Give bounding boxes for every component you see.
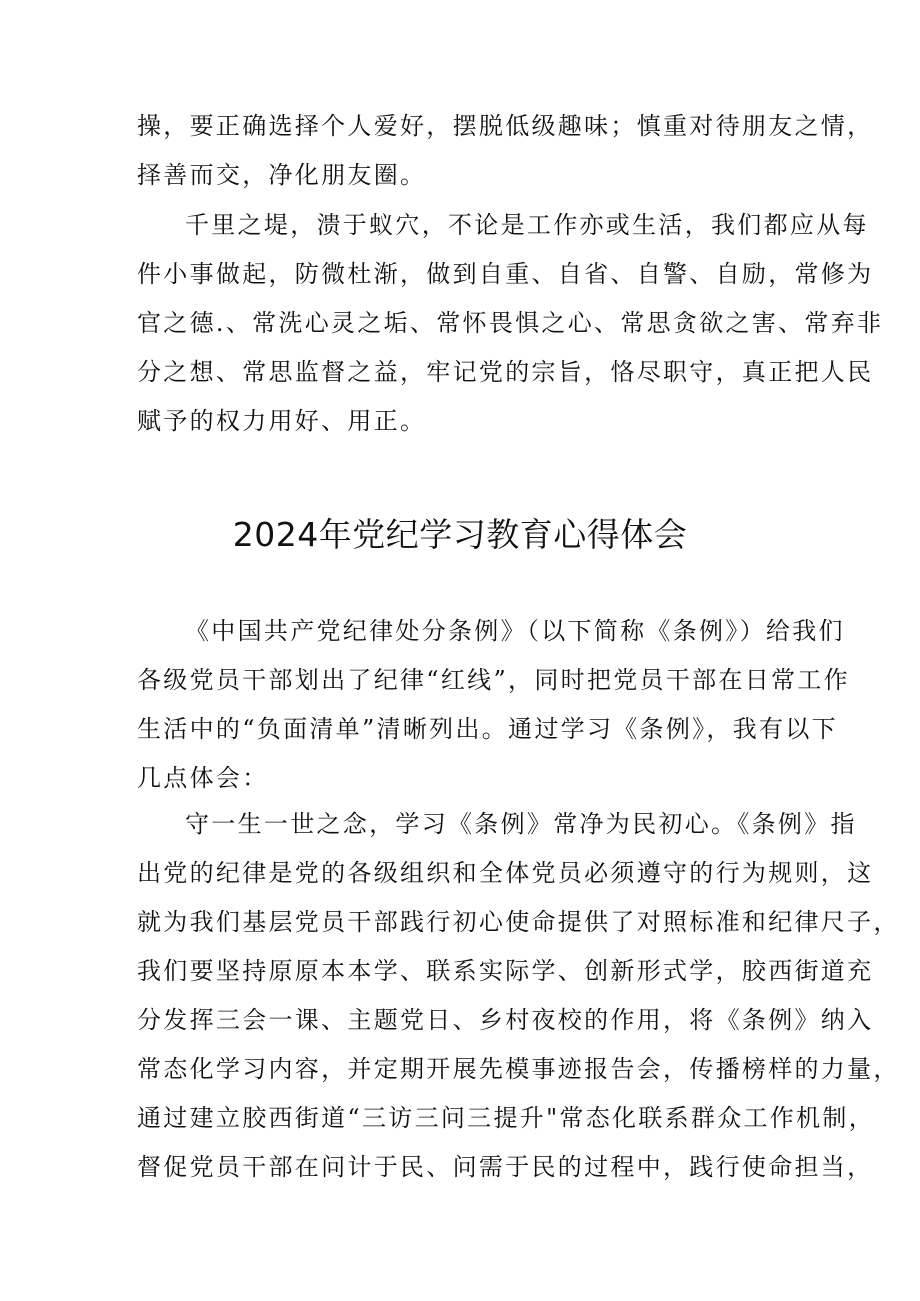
paragraph-1: [137, 201, 884, 446]
text-line: 就为我们基层党员干部践行初心使命提供了对照标准和纪律尺子，: [137, 908, 900, 936]
text-line: 分发挥三会一课、主题党日、乡村夜校的作用，将《条例》纳入: [137, 1006, 874, 1034]
continuation-paragraph: [137, 102, 874, 200]
page-title: 2024年党纪学习教育心得体会: [232, 515, 688, 554]
text-line: 择善而交，净化朋友圈。: [137, 161, 427, 189]
text-line: 件小事做起，防微杜渐，做到自重、自省、自警、自励，常修为: [137, 260, 874, 288]
paragraph-3: [137, 800, 900, 1192]
text-line: 几点体会：: [137, 764, 269, 792]
text-line: 督促党员干部在问计于民、问需于民的过程中，践行使命担当，: [137, 1153, 874, 1181]
text-line: 千里之堤，溃于蚁穴，不论是工作亦或生活，我们都应从每: [185, 211, 869, 239]
text-line: 分之想、常思监督之益，牢记党的宗旨，恪尽职守，真正把人民: [137, 358, 874, 386]
text-line: 官之德.、常洗心灵之垢、常怀畏惧之心、常思贪欲之害、常弃非: [137, 309, 884, 337]
text-line: 生活中的“负面清单”清晰列出。通过学习《条例》，我有以下: [137, 715, 838, 743]
text-line: 各级党员干部划出了纪律“红线”，同时把党员干部在日常工作: [137, 666, 850, 694]
paragraph-2: [137, 607, 850, 803]
text-line: 通过建立胶西街道“三访三问三提升"常态化联系群众工作机制，: [137, 1104, 876, 1132]
text-line: 出党的纪律是党的各级组织和全体党员必须遵守的行为规则，这: [137, 859, 874, 887]
text-line: 守一生一世之念，学习《条例》常净为民初心。《条例》指: [185, 810, 857, 838]
text-line: 常态化学习内容，并定期开展先模事迹报告会，传播榜样的力量，: [137, 1055, 900, 1083]
text-line: 赋予的权力用好、用正。: [137, 407, 427, 435]
text-line: 《中国共产党纪律处分条例》（以下简称《条例》）给我们: [185, 617, 845, 645]
text-line: 操，要正确选择个人爱好，摆脱低级趣味；慎重对待朋友之情，: [137, 112, 874, 140]
text-line: 我们要坚持原原本本学、联系实际学、创新形式学，胶西街道充: [137, 957, 874, 985]
